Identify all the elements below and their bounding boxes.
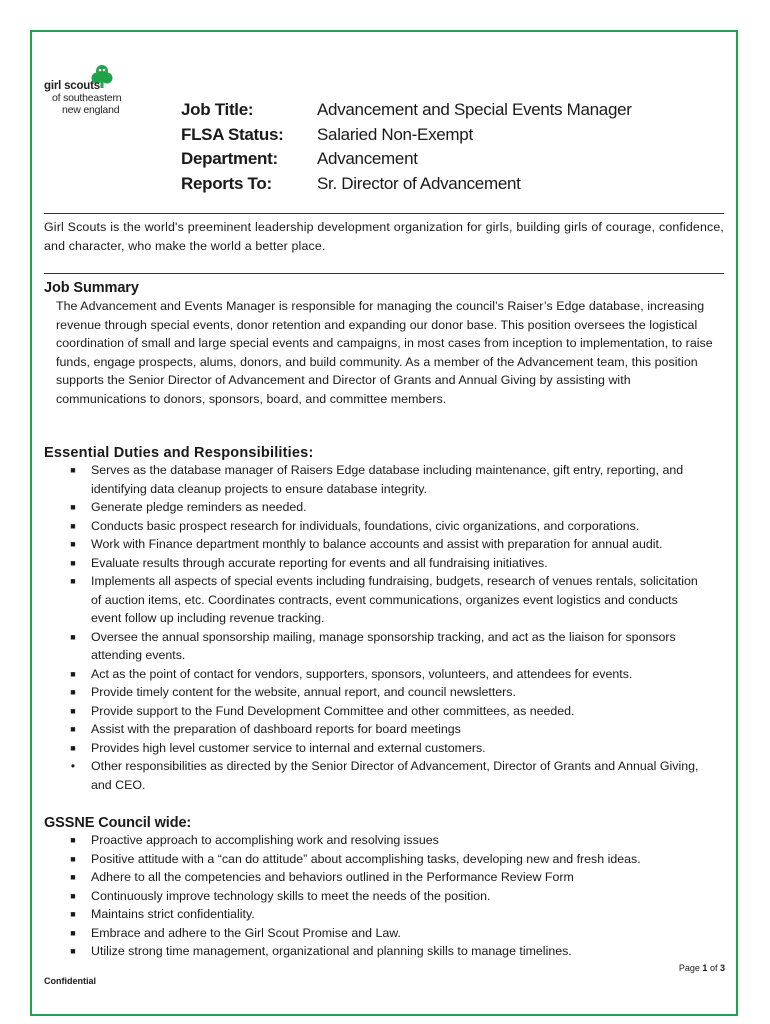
- list-item: ■ Embrace and adhere to the Girl Scout Promise and Law.: [67, 924, 707, 943]
- department-label: Department:: [181, 149, 278, 169]
- square-bullet-icon: ■: [70, 539, 76, 549]
- duties-list: [67, 461, 707, 794]
- job-title-value: Advancement and Special Events Manager: [317, 100, 632, 120]
- department-value: Advancement: [317, 149, 418, 169]
- logo-line-2: of southeastern: [52, 92, 122, 104]
- square-bullet-icon: ■: [70, 853, 76, 864]
- list-item: ■ Evaluate results through accurate reporting for events and all fundraising initiatives.: [67, 554, 707, 573]
- flsa-status-label: FLSA Status:: [181, 124, 284, 144]
- square-bullet-icon: ■: [70, 687, 76, 697]
- square-bullet-icon: ■: [70, 872, 76, 882]
- square-bullet-icon: ■: [70, 520, 76, 531]
- list-item: ■ Implements all aspects of special events including fundraising, budgets, research of venues rentals, solicitation of auction items, etc. Coordinates contracts, event communications, organizes event logistics and conducts event follow up including revenue tracking.: [67, 572, 707, 628]
- job-summary-text: The Advancement and Events Manager is responsible for managing the council’s Raiser’s Edge database, increasing revenue through special events, donor retention and expanding our donor base. This position oversees the logistical coordination of small and large special events and campaigns, in most cases from inception to implementation, to raise funds, engage prospects, alums, donors, and build community. As a member of the Advancement team, this position supports the Senior Director of Advancement and Director of Grants and Annual Giving by assisting with communications to donors, sponsors, board, and committee members.: [56, 299, 713, 406]
- list-item: ■ Provide support to the Fund Development Committee and other committees, as needed.: [67, 702, 707, 721]
- square-bullet-icon: ■: [70, 742, 76, 753]
- job-summary-heading: Job Summary: [44, 280, 139, 296]
- square-bullet-icon: ■: [70, 557, 76, 568]
- reports-to-row: [181, 172, 632, 197]
- square-bullet-icon: ■: [70, 502, 76, 512]
- square-bullet-icon: ■: [70, 668, 76, 679]
- square-bullet-icon: ■: [70, 631, 76, 642]
- list-item: ■ Assist with the preparation of dashboard reports for board meetings: [67, 720, 707, 739]
- list-item: ■ Act as the point of contact for vendors, supporters, sponsors, volunteers, and attendees for events.: [67, 665, 707, 684]
- square-bullet-icon: ■: [70, 909, 76, 919]
- confidential-label: Confidential: [44, 976, 96, 986]
- list-item: ■ Positive attitude with a “can do attitude” about accomplishing tasks, developing new and fresh ideas.: [67, 850, 707, 869]
- flsa-status-value: Salaried Non-Exempt: [317, 124, 473, 144]
- list-item: ■ Generate pledge reminders as needed.: [67, 498, 707, 517]
- list-item: ■ Conducts basic prospect research for individuals, foundations, civic organizations, and corporations.: [67, 517, 707, 536]
- council-list: [67, 831, 707, 961]
- divider-mission: [44, 273, 724, 274]
- job-title-row: [181, 98, 632, 123]
- round-bullet-icon: •: [70, 759, 76, 773]
- list-item: ■ Oversee the annual sponsorship mailing, manage sponsorship tracking, and act as the liaison for sponsors attending events.: [67, 628, 707, 665]
- list-item: ■ Proactive approach to accomplishing work and resolving issues: [67, 831, 707, 850]
- list-item: ■ Adhere to all the competencies and behaviors outlined in the Performance Review Form: [67, 868, 707, 887]
- list-item: ■ Utilize strong time management, organizational and planning skills to manage timelines.: [67, 942, 707, 961]
- logo-line-1: girl scouts: [44, 80, 100, 92]
- girl-scouts-logo: [44, 64, 134, 120]
- list-item: ■ Serves as the database manager of Raisers Edge database including maintenance, gift entry, reporting, and identifying data cleanup projects to ensure database integrity.: [67, 461, 707, 498]
- job-title-label: Job Title:: [181, 100, 254, 120]
- square-bullet-icon: ■: [70, 705, 76, 716]
- square-bullet-icon: ■: [70, 576, 76, 586]
- square-bullet-icon: ■: [70, 835, 76, 845]
- list-item: ■ Work with Finance department monthly to balance accounts and assist with preparation for annual audit.: [67, 535, 707, 554]
- square-bullet-icon: ■: [70, 946, 76, 956]
- logo-line-3: new england: [62, 104, 120, 116]
- page-number: Page 1 of 3: [678, 963, 725, 973]
- reports-to-label: Reports To:: [181, 173, 272, 193]
- duties-heading: Essential Duties and Responsibilities:: [44, 445, 314, 461]
- flsa-status-row: [181, 123, 632, 148]
- square-bullet-icon: ■: [70, 927, 76, 938]
- job-header: [181, 98, 632, 196]
- divider-top: [44, 213, 724, 214]
- square-bullet-icon: ■: [70, 890, 76, 901]
- department-row: [181, 147, 632, 172]
- square-bullet-icon: ■: [70, 465, 76, 475]
- list-item: ■ Provides high level customer service to internal and external customers.: [67, 739, 707, 758]
- list-item: • Other responsibilities as directed by the Senior Director of Advancement, Director of Grants and Annual Giving, and CEO.: [67, 757, 707, 794]
- square-bullet-icon: ■: [70, 724, 76, 734]
- mission-statement: Girl Scouts is the world's preeminent leadership development organization for girls, building girls of courage, confidence, and character, who make the world a better place.: [44, 220, 724, 253]
- list-item: ■ Maintains strict confidentiality.: [67, 905, 707, 924]
- reports-to-value: Sr. Director of Advancement: [317, 173, 521, 193]
- council-heading: GSSNE Council wide:: [44, 815, 192, 831]
- list-item: ■ Provide timely content for the website, annual report, and council newsletters.: [67, 683, 707, 702]
- list-item: ■ Continuously improve technology skills to meet the needs of the position.: [67, 887, 707, 906]
